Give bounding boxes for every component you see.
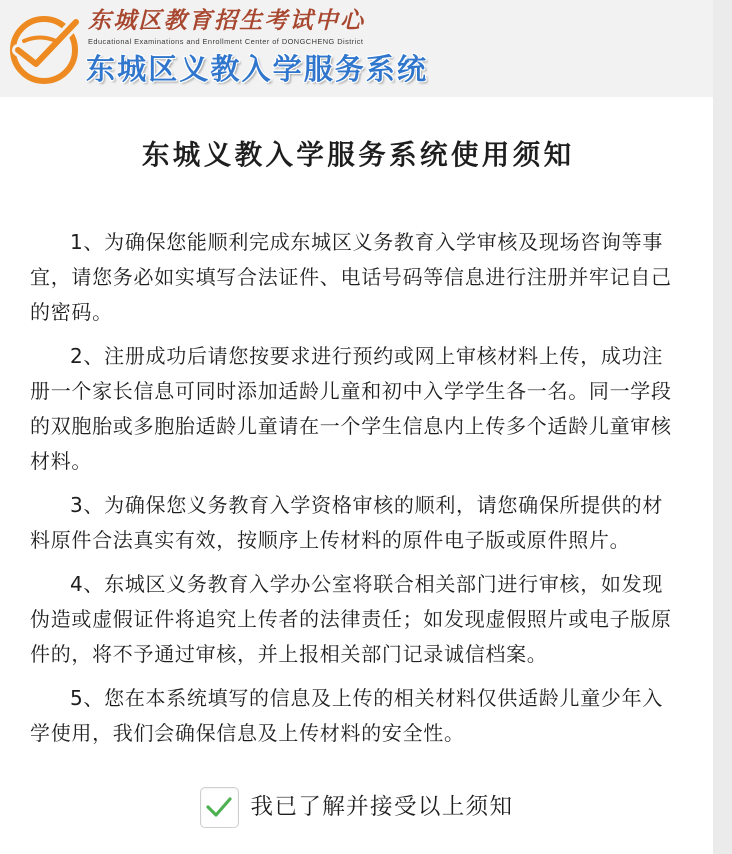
org-name-cn: 东城区教育招生考试中心: [88, 7, 366, 34]
notice-line: 3、为确保您义务教育入学资格审核的顺利，请您确保所提供的材: [70, 493, 664, 517]
checkmark-icon: [205, 795, 233, 819]
notice-title: 东城义教入学服务系统使用须知: [141, 139, 575, 171]
notice-line: 4、东城区义务教育入学办公室将联合相关部门进行审核，如发现: [70, 572, 664, 596]
notice-paragraph-1: [30, 225, 690, 330]
notice-line: 件的，将不予通过审核，并上报相关部门记录诚信档案。: [30, 642, 548, 666]
notice-line: 2、注册成功后请您按要求进行预约或网上审核材料上传，成功注: [70, 344, 664, 368]
org-name-en: Educational Examinations and Enrollment Center of DONGCHENG District: [88, 37, 364, 46]
notice-line: 材料。: [30, 449, 93, 473]
site-header: [0, 0, 713, 97]
notice-paragraph-2: [30, 339, 690, 479]
agreement-row: [0, 786, 713, 828]
notice-paragraph-5: [30, 681, 690, 751]
notice-paragraph-3: [30, 488, 690, 558]
agreement-checkbox[interactable]: [200, 787, 239, 828]
notice-line: 5、您在本系统填写的信息及上传的相关材料仅供适龄儿童少年入: [70, 686, 664, 710]
notice-line: 的双胞胎或多胞胎适龄儿童请在一个学生信息内上传多个适龄儿童审核: [30, 414, 672, 438]
notice-line: 宜，请您务必如实填写合法证件、电话号码等信息进行注册并牢记自己: [30, 265, 672, 289]
orange-ring-checkmark-logo-icon: [6, 8, 82, 88]
notice-line: 册一个家长信息可同时添加适龄儿童和初中入学学生各一名。同一学段: [30, 379, 672, 403]
notice-line: 1、为确保您能顺利完成东城区义务教育入学审核及现场咨询等事: [70, 230, 664, 254]
notice-line: 的密码。: [30, 300, 113, 324]
agreement-label[interactable]: 我已了解并接受以上须知: [250, 794, 514, 820]
page-side-margin: [713, 0, 732, 854]
notice-line: 料原件合法真实有效，按顺序上传材料的原件电子版或原件照片。: [30, 528, 631, 552]
notice-paragraph-4: [30, 567, 690, 672]
system-name: 东城区义教入学服务系统: [86, 52, 429, 86]
notice-line: 伪造或虚假证件将追究上传者的法律责任；如发现虚假照片或电子版原: [30, 607, 672, 631]
notice-line: 学使用，我们会确保信息及上传材料的安全性。: [30, 721, 465, 745]
notice-body: [30, 225, 690, 760]
